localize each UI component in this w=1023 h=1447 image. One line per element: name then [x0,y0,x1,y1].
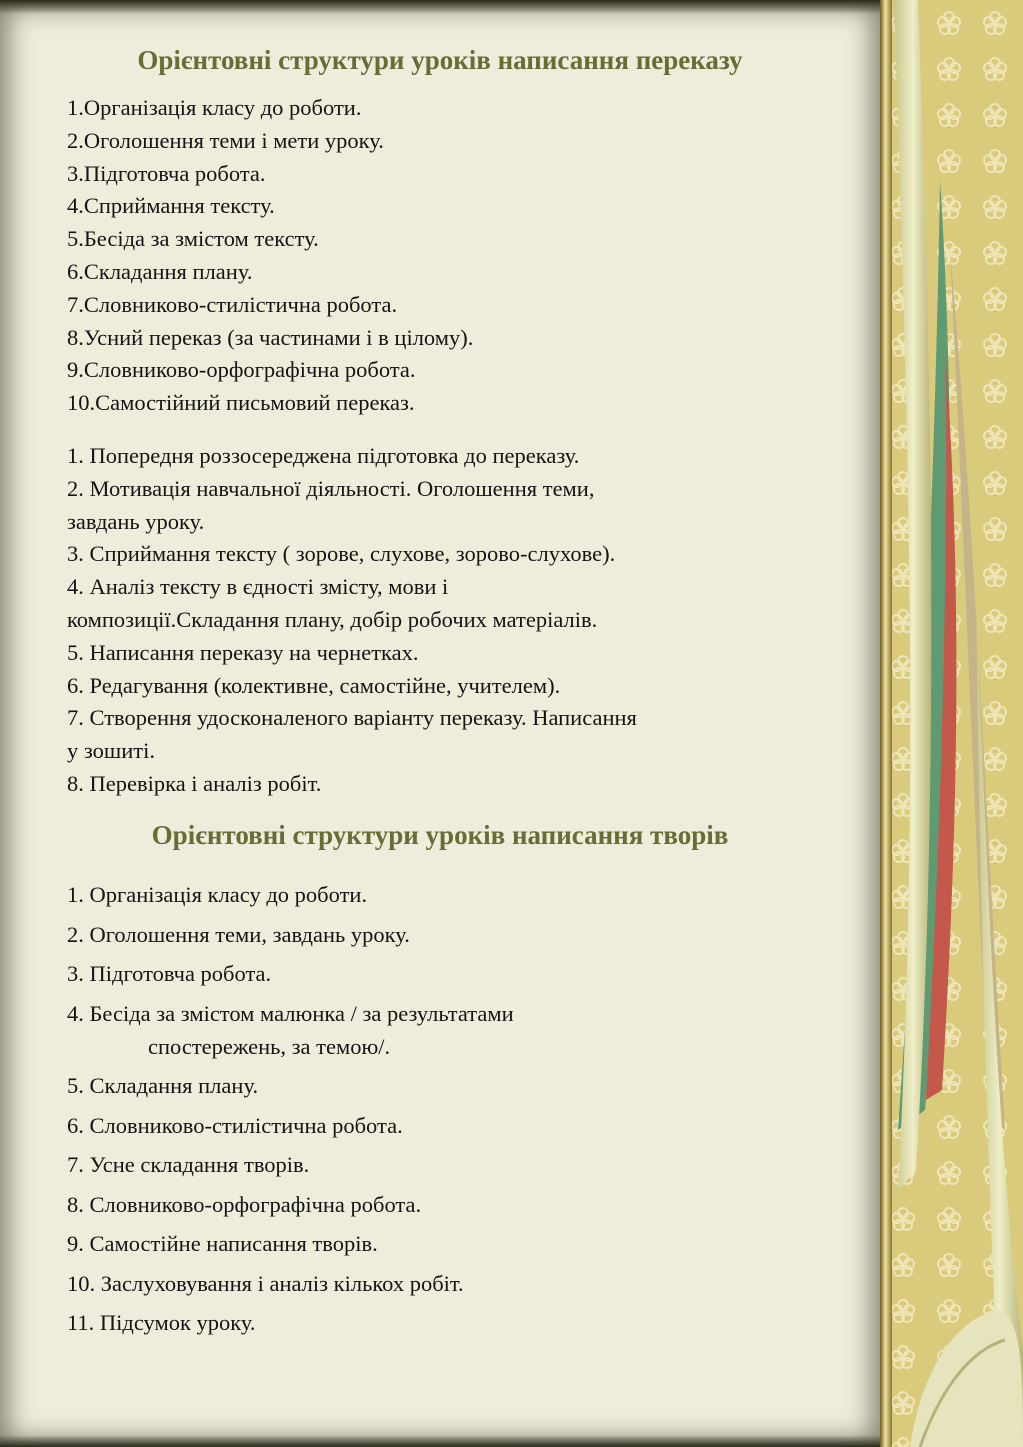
list-item: 10. Заслуховування і аналіз кількох робіт. [67,1270,464,1296]
list-item: 9.Словниково-орфографічна робота. [67,357,416,383]
list-line: у зошиті. [67,738,155,764]
list-line: композиції.Складання плану, добір робочих матеріалів. [67,606,598,632]
list-line: 6. Редагування (колективне, самостійне, учителем). [67,672,561,698]
list-line: 1. Попередня роззосереджена підготовка до переказу. [67,443,580,468]
list-line: 2. Мотивація навчальної діяльності. Оголошення теми, [67,475,595,501]
list-item: 10.Самостійний письмовий переказ. [67,390,415,416]
list-item: 8. Словниково-орфографічна робота. [67,1191,422,1217]
retelling-structure-list-b [67,440,637,801]
list-line: 7. Створення удосконаленого варіанту переказу. Написання [67,705,637,731]
list-item: 2. Оголошення теми, завдань уроку. [67,921,410,947]
list-item: 6. Словниково-стилістична робота. [67,1112,403,1138]
list-item-continuation: спостережень, за темою/. [148,1033,391,1059]
list-line: 3. Сприймання тексту ( зорове, слухове, зорово-слухове). [67,541,616,567]
gold-edge-strip [880,0,892,1447]
retelling-structure-list-a [67,92,473,420]
list-item: 8.Усний переказ (за частинами і в цілому). [67,324,474,350]
list-item: 7.Словниково-стилістична робота. [67,291,398,317]
list-item: 5. Складання плану. [67,1073,259,1098]
list-item [67,997,514,1063]
list-item: 7. Усне складання творів. [67,1152,310,1177]
list-item: 1.Організація класу до роботи. [67,95,362,120]
section-title-compositions: Орієнтовні структури уроків написання творів [151,820,729,850]
section-title-retelling: Орієнтовні структури уроків написання переказу [137,45,743,75]
composition-structure-list [67,878,514,1346]
list-line: 8. Перевірка і аналіз робіт. [67,770,322,796]
list-item: 6.Складання плану. [67,258,253,284]
list-line: 4. Аналіз тексту в єдності змісту, мови і [67,574,449,600]
list-item-text: 4. Бесіда за змістом малюнка / за результатами [67,1000,514,1026]
decorative-ribbon-panel [880,0,1023,1447]
list-line: 5. Написання переказу на чернетках. [67,639,419,665]
list-item: 3. Підготовча робота. [67,961,272,986]
list-item: 3.Підготовча робота. [67,160,266,186]
list-item: 4.Сприймання тексту. [67,193,275,219]
list-item: 11. Підсумок уроку. [67,1310,256,1335]
list-item: 2.Оголошення теми і мети уроку. [67,127,384,153]
list-item: 9. Самостійне написання творів. [67,1231,378,1256]
list-item: 1. Організація класу до роботи. [67,882,368,907]
list-line: завдань уроку. [67,508,205,534]
list-item: 5.Бесіда за змістом тексту. [67,226,319,252]
